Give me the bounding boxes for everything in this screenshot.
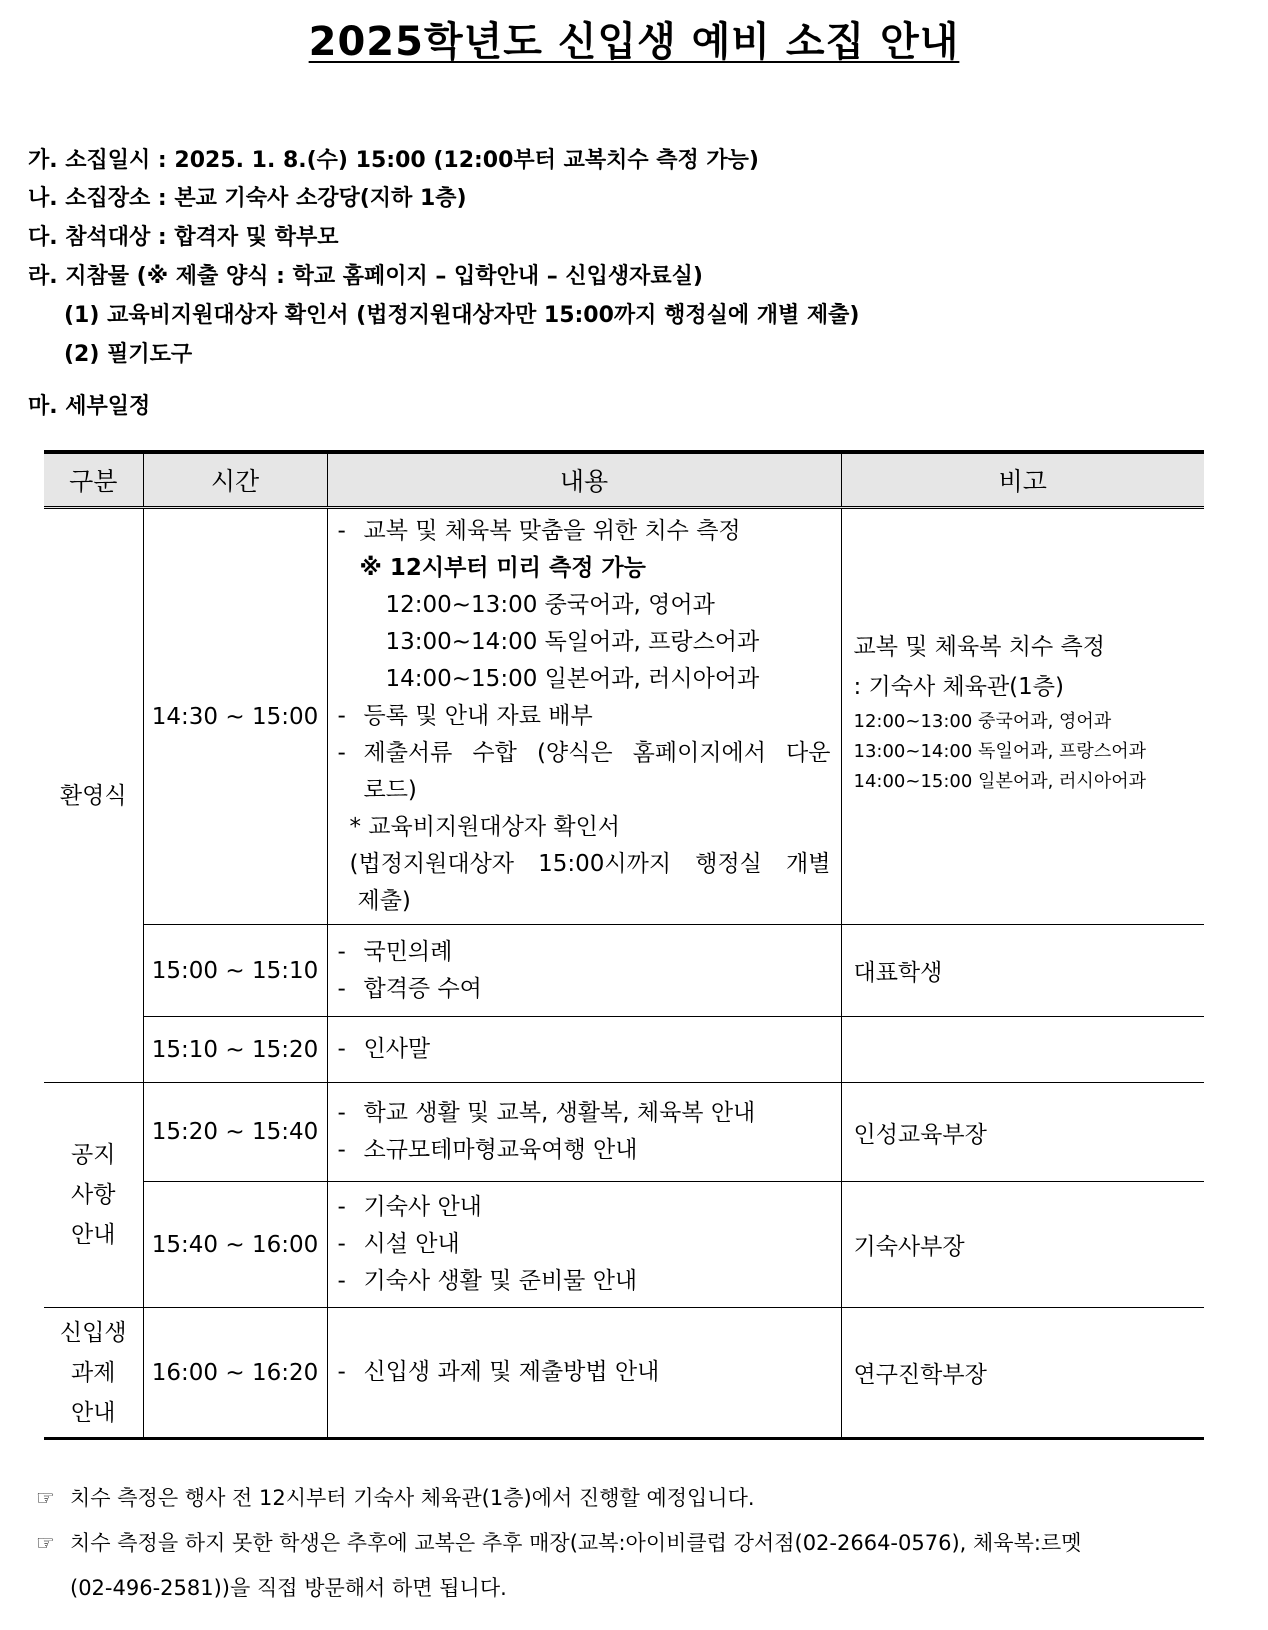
- pointing-hand-icon: ☞: [36, 1531, 55, 1555]
- content-cell: - 기숙사 안내 - 시설 안내 - 기숙사 생활 및 준비물 안내: [327, 1182, 841, 1308]
- note-cell: 기숙사부장: [841, 1182, 1204, 1308]
- note-cell: 인성교육부장: [841, 1083, 1204, 1182]
- pointing-hand-icon: ☞: [36, 1486, 55, 1510]
- header-content: 내용: [327, 452, 841, 508]
- table-row: [44, 508, 1204, 925]
- content-cell: - 국민의례 - 합격증 수여: [327, 925, 841, 1017]
- time-cell: 16:00 ~ 16:20: [143, 1308, 327, 1439]
- footer-note-2-cont: (02-496-2581))을 직접 방문해서 하면 됩니다.: [70, 1576, 507, 1600]
- info-schedule-heading: 마. 세부일정: [28, 394, 151, 419]
- info-item-2: (2) 필기도구: [64, 342, 193, 367]
- info-items: 라. 지참물 (※ 제출 양식 : 학교 홈페이지 – 입학안내 – 신입생자료실): [28, 264, 703, 289]
- time-cell: 14:30 ~ 15:00: [143, 508, 327, 925]
- content-cell: - 학교 생활 및 교복, 생활복, 체육복 안내 - 소규모테마형교육여행 안내: [327, 1083, 841, 1182]
- note-cell: 대표학생: [841, 925, 1204, 1017]
- time-cell: 15:10 ~ 15:20: [143, 1017, 327, 1083]
- group-welcome: 환영식: [44, 508, 143, 1083]
- table-row: [44, 925, 1204, 1017]
- info-place: 나. 소집장소 : 본교 기숙사 소강당(지하 1층): [28, 186, 467, 211]
- note-cell: 연구진학부장: [841, 1308, 1204, 1439]
- content-cell: - 교복 및 체육복 맞춤을 위한 치수 측정 ※ 12시부터 미리 측정 가능 12:00~13:00 중국어과, 영어과 13:00~14:00 독일어과, 프랑스어과 14:00~15:00 일본어과, 러시아어과 - 등록 및 안내 자료 배부 - 제출서류 수합 (양식은 홈페이지에서 다운 로드) * 교육비지원대상자 확인서 (법정지원대상자 15:00시까지 행정실 개별 제출): [327, 508, 841, 925]
- schedule-table: [44, 450, 1204, 1440]
- time-cell: 15:20 ~ 15:40: [143, 1083, 327, 1182]
- page-title: 2025학년도 신입생 예비 소집 안내: [308, 19, 960, 65]
- group-assignment: 신입생 과제 안내: [44, 1308, 143, 1439]
- table-row: [44, 1182, 1204, 1308]
- info-date: 가. 소집일시 : 2025. 1. 8.(수) 15:00 (12:00부터 교복치수 측정 가능): [28, 148, 759, 173]
- info-item-1: (1) 교육비지원대상자 확인서 (법정지원대상자만 15:00까지 행정실에 개별 제출): [64, 303, 860, 328]
- table-header-row: [44, 452, 1204, 508]
- note-cell: [841, 1017, 1204, 1083]
- footer-note-2: ☞ 치수 측정을 하지 못한 학생은 추후에 교복은 추후 매장(교복:아이비클럽 강서점(02-2664-0576), 체육복:르멧: [36, 1531, 1082, 1555]
- time-cell: 15:40 ~ 16:00: [143, 1182, 327, 1308]
- content-cell: - 신입생 과제 및 제출방법 안내: [327, 1308, 841, 1439]
- header-time: 시간: [143, 452, 327, 508]
- info-target: 다. 참석대상 : 합격자 및 학부모: [28, 225, 339, 250]
- time-cell: 15:00 ~ 15:10: [143, 925, 327, 1017]
- header-note: 비고: [841, 452, 1204, 508]
- table-row: [44, 1083, 1204, 1182]
- footer-note-1: ☞ 치수 측정은 행사 전 12시부터 기숙사 체육관(1층)에서 진행할 예정입니다.: [36, 1486, 755, 1510]
- table-row: [44, 1017, 1204, 1083]
- content-cell: - 인사말: [327, 1017, 841, 1083]
- note-cell: 교복 및 체육복 치수 측정 : 기숙사 체육관(1층) 12:00~13:00 중국어과, 영어과 13:00~14:00 독일어과, 프랑스어과 14:00~15:00 일본어과, 러시아어과: [841, 508, 1204, 925]
- group-notice: 공지 사항 안내: [44, 1083, 143, 1308]
- header-gubun: 구분: [44, 452, 143, 508]
- table-row: [44, 1308, 1204, 1439]
